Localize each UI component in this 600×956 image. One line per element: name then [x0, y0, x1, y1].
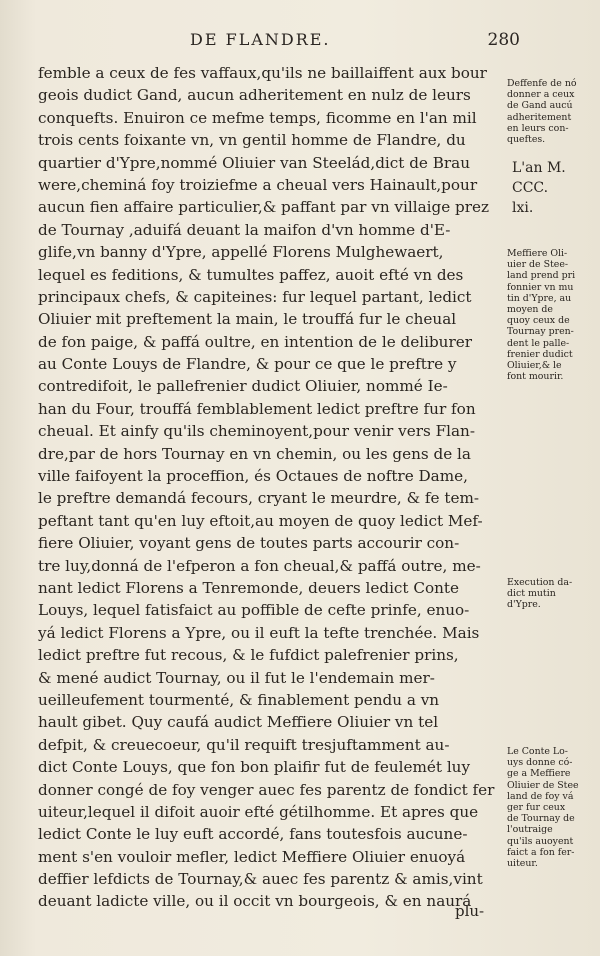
margin-note-line: d'Ypre. [507, 599, 541, 611]
text-line: uiteur,lequel il difoit auoir efté gétilhomme. Et apres que [38, 802, 479, 821]
margin-note-line: Le Conte Lo- [507, 746, 568, 757]
text-line: & mené audict Tournay, ou il fut le l'endemain mer- [38, 668, 435, 687]
text-line: geois dudict Gand, aucun adheritement en nulz de leurs [38, 86, 471, 105]
margin-note-line: dent le palle- [507, 337, 570, 349]
margin-note-line: faict a fon fer- [507, 846, 575, 858]
margin-note-line: qu'ils auoyent [507, 835, 574, 847]
margin-note-line: dict mutin [507, 588, 556, 600]
margin-note-line: Oliuier,& le [507, 360, 562, 372]
margin-note-line: queftes. [507, 134, 546, 146]
text-line: Oliuier mit preftement la main, le trouffá fur le cheual [38, 310, 457, 329]
text-line: peftant tant qu'en luy eftoit,au moyen de quoy ledict Mef- [38, 511, 483, 530]
margin-note-line: CCC. [512, 180, 549, 196]
text-line: defpit, & creuecoeur, qu'il requift tresjuftamment au- [38, 735, 450, 754]
margin-note-line: de Gand aucú [507, 100, 573, 112]
text-line: aucun fien affaire particulier,& paffant par vn villaige prez [38, 198, 490, 217]
text-line: quartier d'Ypre,nommé Oliuier van Steelád,dict de Brau [38, 153, 470, 172]
text-line: nant ledict Florens a Tenremonde, deuers ledict Conte [38, 578, 459, 597]
margin-date [512, 158, 592, 218]
text-line: deuant ladicte ville, ou il occit vn bourgeois, & en naurá [38, 892, 472, 911]
margin-note-line: land prend pri [507, 270, 576, 282]
text-line: fiere Oliuier, voyant gens de toutes parts accourir con- [38, 534, 460, 553]
text-line: conquefts. Enuiron ce mefme temps, ficomme en l'an mil [38, 108, 477, 127]
margin-note-line: Oliuier de Stee [507, 779, 579, 791]
text-line: ueilleufement tourmenté, & finablement pendu a vn [38, 690, 440, 709]
margin-note-line: de Tournay de [507, 813, 575, 825]
margin-note-line: quoy ceux de [507, 315, 570, 327]
text-line: de fon paige, & paffá oultre, en intention de le deliburer [38, 332, 472, 351]
margin-note-deffense [507, 78, 593, 145]
text-line: dict Conte Louys, que fon bon plaifir fut de feulemét luy [38, 758, 471, 777]
margin-note-line: font mourir. [507, 371, 564, 383]
text-line: lequel es feditions, & tumultes paffez, auoit efté vn des [38, 265, 464, 284]
text-line: dre,par de hors Tournay en vn chemin, ou les gens de la [38, 444, 471, 463]
main-text-block [38, 62, 506, 913]
margin-note-line: adheritement [507, 111, 572, 123]
text-line: Louys, lequel fatisfaict au poffible de cefte prinfe, enuo- [38, 601, 470, 620]
margin-note-line: ger fur ceux [507, 802, 566, 814]
text-line: ville faifoyent la proceffion, és Octaues de noftre Dame, [38, 467, 468, 486]
catchword: plu- [455, 902, 485, 920]
text-line: donner congé de foy venger auec fes parentz de fondict fer [38, 780, 495, 799]
margin-note-line: uys donne có- [507, 757, 573, 769]
text-line: tre luy,donná de l'efperon a fon cheual,& paffá outre, me- [38, 556, 481, 575]
margin-note-meffiere-oliuier [507, 248, 593, 382]
text-line: were,cheminá foy troiziefme a cheual vers Hainault,pour [38, 175, 478, 194]
margin-note-line: Deffenfe de nó [507, 78, 577, 89]
margin-note-line: frenier dudict [507, 348, 573, 360]
page-header [190, 30, 520, 54]
margin-note-line: tin d'Ypre, au [507, 292, 572, 304]
text-line: ledict Conte le luy euft accordé, fans toutesfois aucune- [38, 825, 468, 844]
text-line: trois cents foixante vn, vn gentil homme de Flandre, du [38, 131, 466, 150]
margin-note-line: moyen de [507, 304, 553, 316]
text-line: ledict preftre fut recous, & le fufdict palefrenier prins, [38, 646, 459, 665]
text-line: yá ledict Florens a Ypre, ou il euft la tefte trenchée. Mais [38, 623, 480, 642]
text-line: au Conte Louys de Flandre, & pour ce que le preftre y [38, 355, 457, 374]
running-head: DE FLANDRE. [190, 30, 331, 49]
margin-note-line: Execution da- [507, 577, 573, 588]
margin-note-line: L'an M. [512, 160, 566, 176]
text-line: glife,vn banny d'Ypre, appellé Florens Mulghewaert, [38, 243, 444, 262]
text-line: ment s'en vouloir mefler, ledict Meffiere Oliuier enuoyá [38, 847, 466, 866]
margin-note-conte-louys [507, 746, 593, 869]
margin-note-line: Meffiere Oli- [507, 248, 568, 259]
text-line: femble a ceux de fes vaffaux,qu'ils ne baillaiffent aux bour [38, 64, 487, 82]
text-line: deffier lefdicts de Tournay,& auec fes parentz & amis,vint [38, 870, 483, 889]
margin-note-line: uier de Stee- [507, 259, 569, 271]
margin-note-line: Tournay pren- [507, 326, 574, 338]
text-line: le preftre demandá fecours, cryant le meurdre, & fe tem- [38, 489, 479, 508]
text-line: contredifoit, le pallefrenier dudict Oliuier, nommé Ie- [38, 377, 448, 396]
margin-note-line: l'outraige [507, 824, 553, 836]
margin-note-line: fonnier vn mu [507, 281, 574, 293]
text-line: cheual. Et ainfy qu'ils cheminoyent,pour venir vers Flan- [38, 422, 475, 441]
text-line: han du Four, trouffá femblablement ledict preftre fur fon [38, 399, 476, 418]
text-line: hault gibet. Quy caufá audict Meffiere Oliuier vn tel [38, 713, 439, 732]
margin-note-line: lxi. [512, 200, 534, 216]
text-line: de Tournay ,aduifá deuant la maifon d'vn homme d'E- [38, 220, 451, 239]
margin-note-line: land de foy vá [507, 790, 574, 802]
text-line: principaux chefs, & capiteines: fur lequel partant, ledict [38, 287, 472, 306]
margin-note-line: en leurs con- [507, 122, 569, 134]
page-number: 280 [487, 30, 520, 50]
margin-note-line: uiteur. [507, 858, 538, 870]
margin-note-line: ge a Meffiere [507, 768, 571, 780]
margin-note-line: donner a ceux [507, 89, 575, 101]
margin-note-execution [507, 577, 593, 611]
